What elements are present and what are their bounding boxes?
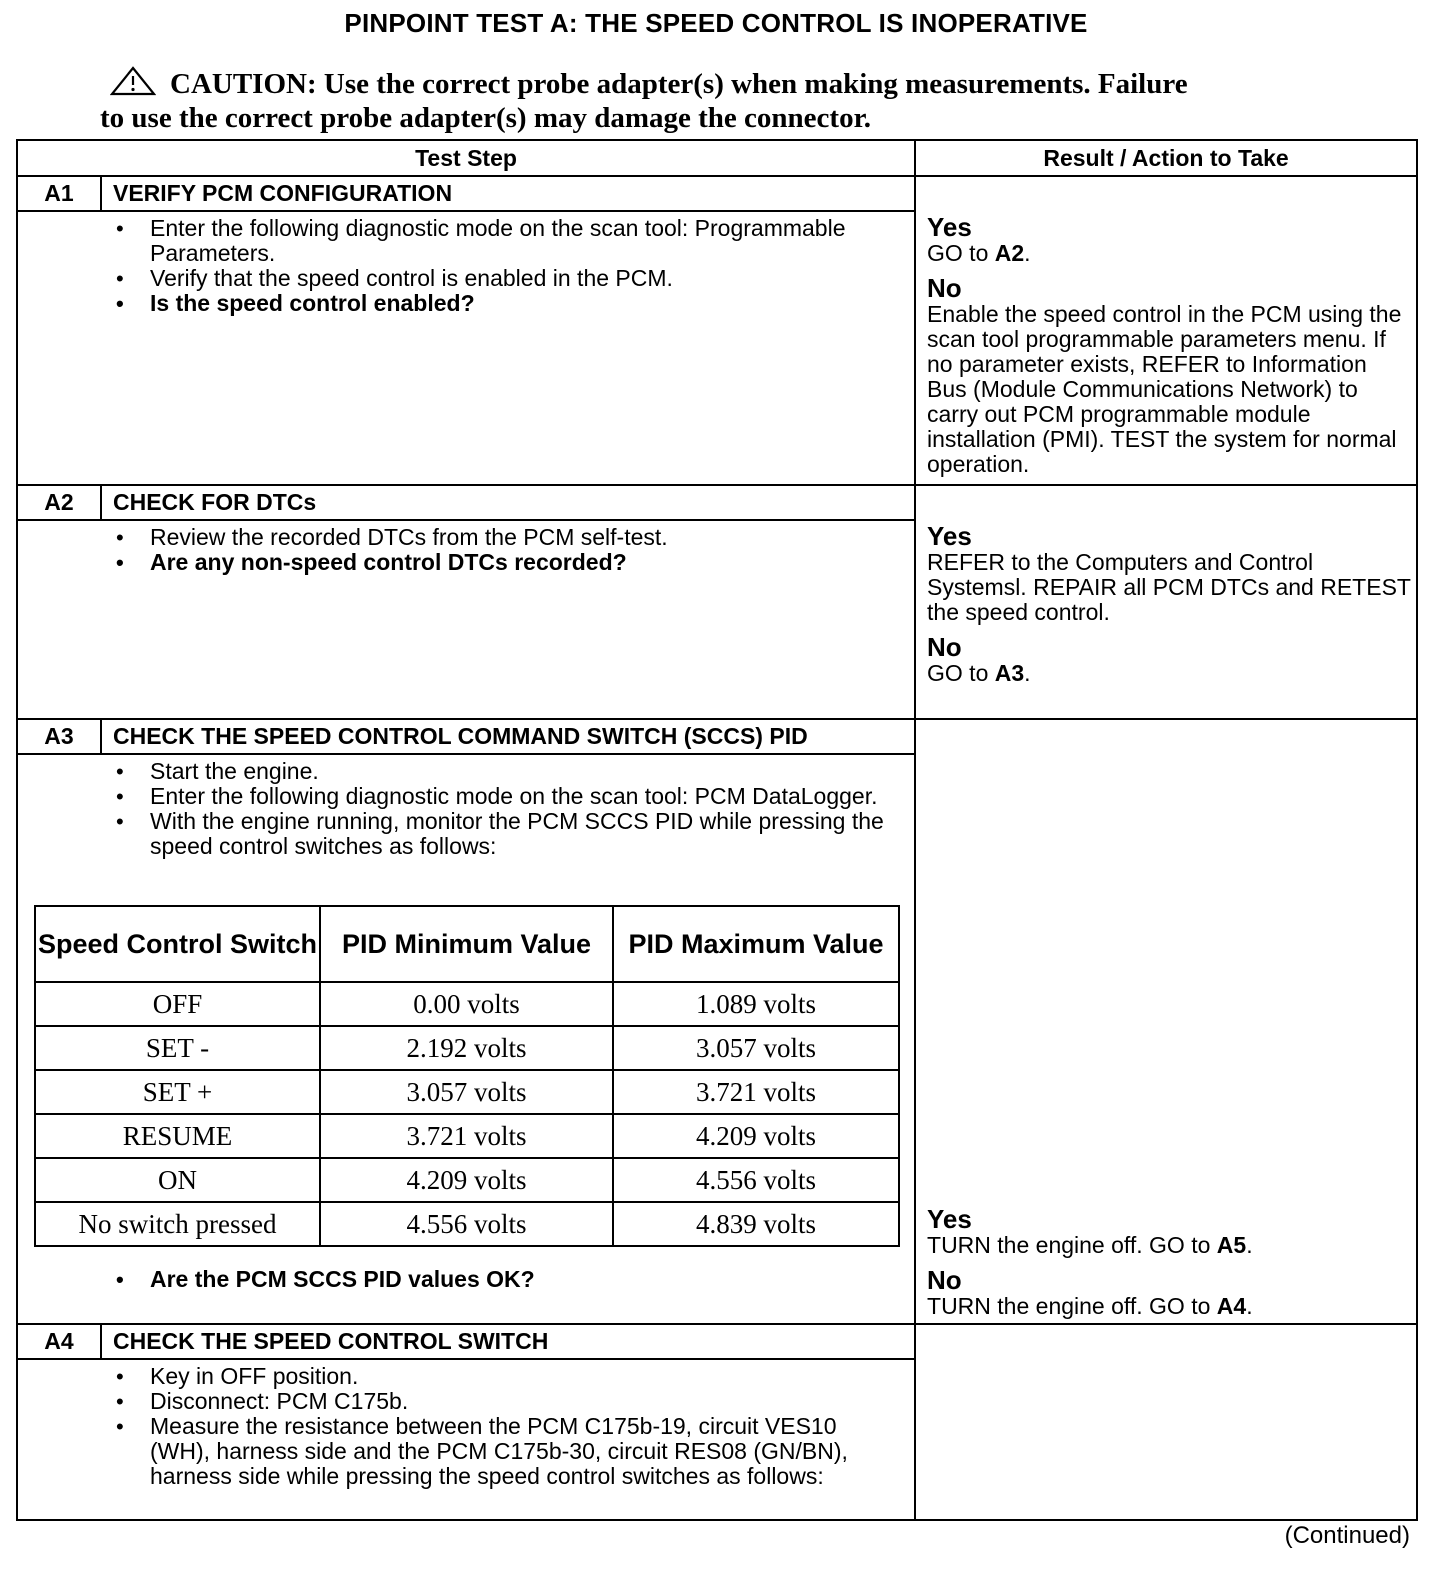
- result-a1: [915, 176, 1417, 485]
- result-a2-no-label: No: [927, 632, 962, 663]
- table-row: [35, 1026, 899, 1070]
- pid-cell: ON: [35, 1158, 320, 1202]
- pid-cell: SET -: [35, 1026, 320, 1070]
- header-result: Result / Action to Take: [915, 140, 1417, 176]
- step-question-a2: • Are any non-speed control DTCs recorded?: [18, 550, 914, 575]
- pid-cell: 4.209 volts: [613, 1114, 899, 1158]
- pid-cell: 4.839 volts: [613, 1202, 899, 1246]
- pid-cell: 3.721 volts: [320, 1114, 613, 1158]
- header-test-step: Test Step: [17, 140, 915, 176]
- step-title-a3: CHECK THE SPEED CONTROL COMMAND SWITCH (SCCS) PID: [101, 719, 915, 754]
- result-a1-yes-label: Yes: [927, 212, 972, 243]
- step-body-a4: [17, 1359, 915, 1520]
- result-a1-yes-text: GO to A2.: [927, 240, 1031, 267]
- result-a3-yes-label: Yes: [927, 1204, 972, 1235]
- result-a2-yes-text: REFER to the Computers and Control Systemsl. REPAIR all PCM DTCs and RETEST the speed control.: [927, 549, 1411, 626]
- pid-header-min: PID Minimum Value: [320, 906, 613, 982]
- pid-header-max: PID Maximum Value: [613, 906, 899, 982]
- step-title-a4: CHECK THE SPEED CONTROL SWITCH: [101, 1324, 915, 1359]
- list-item: • Disconnect: PCM C175b.: [18, 1389, 914, 1414]
- table-row: [35, 982, 899, 1026]
- pid-cell: No switch pressed: [35, 1202, 320, 1246]
- pinpoint-test-table: [16, 139, 1418, 1521]
- pid-cell: OFF: [35, 982, 320, 1026]
- step-body-a1: [17, 211, 915, 485]
- warning-triangle-icon: [110, 66, 156, 103]
- pid-cell: 3.057 volts: [613, 1026, 899, 1070]
- table-row: [35, 1114, 899, 1158]
- list-item: • With the engine running, monitor the PCM SCCS PID while pressing the speed control switches as follows:: [18, 809, 914, 859]
- table-row: [35, 1202, 899, 1246]
- step-question-a1: • Is the speed control enabled?: [18, 291, 914, 316]
- pid-cell: RESUME: [35, 1114, 320, 1158]
- result-a3: [915, 719, 1417, 1324]
- pid-cell: 2.192 volts: [320, 1026, 613, 1070]
- result-a2: [915, 485, 1417, 719]
- caution-text-line2: to use the correct probe adapter(s) may damage the connector.: [100, 102, 872, 134]
- pid-cell: 4.556 volts: [320, 1202, 613, 1246]
- step-body-a2: [17, 520, 915, 719]
- pid-values-table: [34, 905, 900, 1247]
- step-id-a3: A3: [17, 719, 101, 754]
- list-item: • Enter the following diagnostic mode on the scan tool: PCM DataLogger.: [18, 784, 914, 809]
- step-title-a1: VERIFY PCM CONFIGURATION: [101, 176, 915, 211]
- caution-text-line1: Use the correct probe adapter(s) when making measurements. Failure: [316, 68, 1188, 100]
- list-item: • Review the recorded DTCs from the PCM self-test.: [18, 525, 914, 550]
- pid-cell: 1.089 volts: [613, 982, 899, 1026]
- step-id-a1: A1: [17, 176, 101, 211]
- table-row: [35, 1158, 899, 1202]
- caution-label: CAUTION:: [170, 68, 317, 100]
- list-item: • Start the engine.: [18, 759, 914, 784]
- continued-label: (Continued): [1284, 1522, 1410, 1549]
- step-id-a2: A2: [17, 485, 101, 520]
- step-body-a3: [17, 754, 915, 1324]
- list-item: • Enter the following diagnostic mode on the scan tool: Programmable Parameters.: [18, 216, 914, 266]
- result-a3-yes-text: TURN the engine off. GO to A5.: [927, 1232, 1253, 1259]
- page-title: PINPOINT TEST A: THE SPEED CONTROL IS INOPERATIVE: [344, 8, 1088, 38]
- pid-cell: 3.057 volts: [320, 1070, 613, 1114]
- result-a1-no-text: Enable the speed control in the PCM using the scan tool programmable parameters menu. If no parameter exists, REFER to Information Bus (Module Communications Network) to carry out PCM programmable module installation (PMI). TEST the system for normal operation.: [927, 301, 1402, 478]
- result-a4: [915, 1324, 1417, 1520]
- list-item: • Key in OFF position.: [18, 1364, 914, 1389]
- pid-cell: 3.721 volts: [613, 1070, 899, 1114]
- pid-cell: 4.556 volts: [613, 1158, 899, 1202]
- step-question-a3: • Are the PCM SCCS PID values OK?: [18, 1267, 914, 1292]
- result-a2-yes-label: Yes: [927, 521, 972, 552]
- step-id-a4: A4: [17, 1324, 101, 1359]
- list-item: • Verify that the speed control is enabled in the PCM.: [18, 266, 914, 291]
- pid-header-switch: Speed Control Switch: [35, 906, 320, 982]
- caution-note: [100, 66, 1320, 134]
- step-title-a2: CHECK FOR DTCs: [101, 485, 915, 520]
- result-a1-no-label: No: [927, 273, 962, 304]
- pid-cell: SET +: [35, 1070, 320, 1114]
- result-a3-no-text: TURN the engine off. GO to A4.: [927, 1293, 1253, 1320]
- pid-cell: 0.00 volts: [320, 982, 613, 1026]
- result-a3-no-label: No: [927, 1265, 962, 1296]
- pid-cell: 4.209 volts: [320, 1158, 613, 1202]
- list-item: • Measure the resistance between the PCM C175b-19, circuit VES10 (WH), harness side and the PCM C175b-30, circuit RES08 (GN/BN), harness side while pressing the speed control switches as follows:: [18, 1414, 914, 1489]
- table-row: [35, 1070, 899, 1114]
- result-a2-no-text: GO to A3.: [927, 660, 1031, 687]
